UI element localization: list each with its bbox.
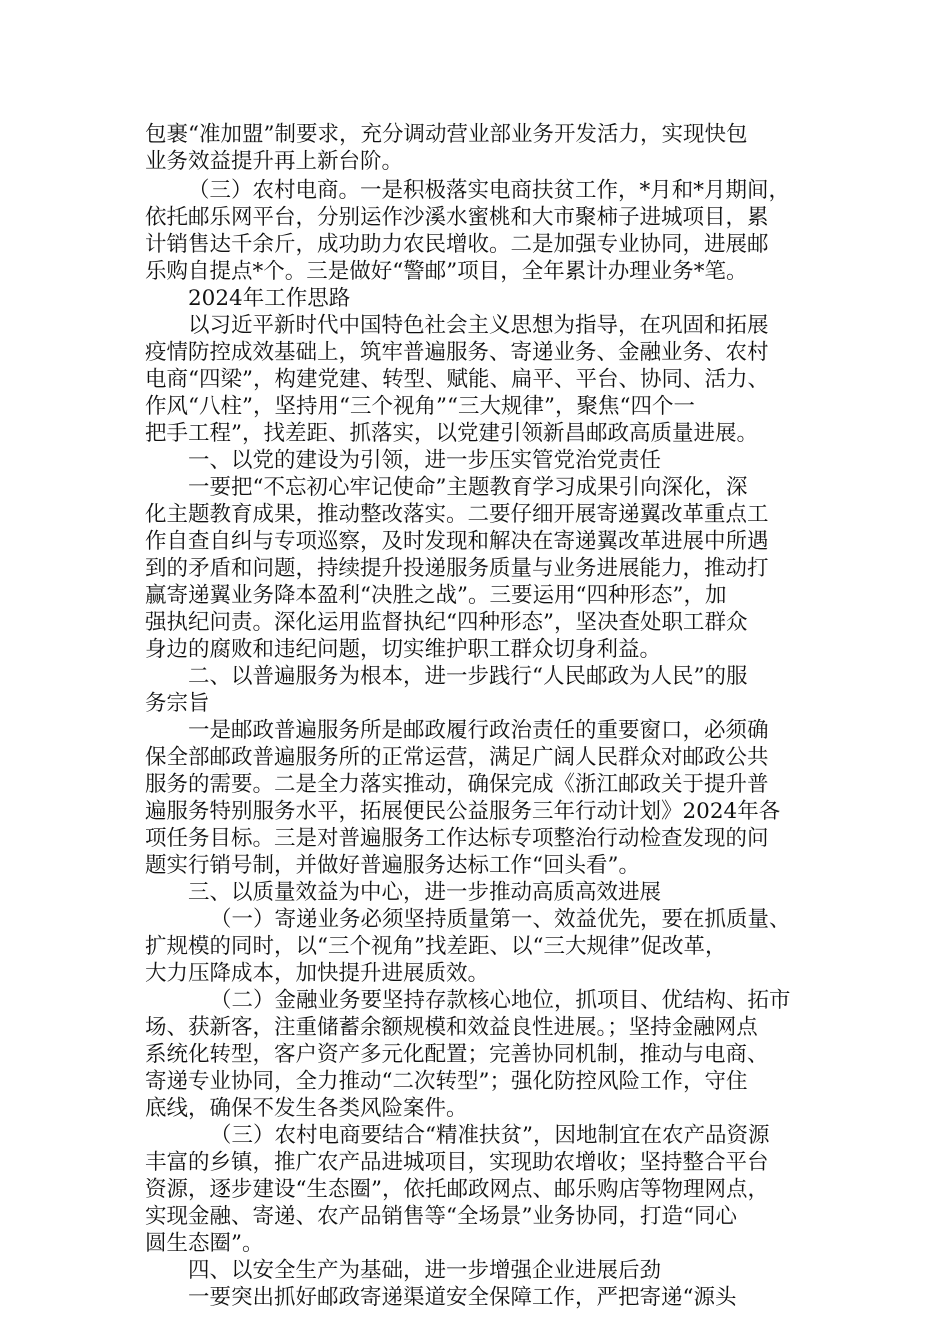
text-line: 底线，确保不发生各类风险案件。	[145, 1096, 468, 1121]
text-line: 疫情防控成效基础上，筑牢普遍服务、寄递业务、金融业务、农村	[145, 340, 769, 365]
text-line: 依托邮乐网平台，分别运作沙溪水蜜桃和大市聚柿子进城项目，累	[145, 205, 769, 230]
text-line: （二）金融业务要坚持存款核心地位，抓项目、优结构、拓市	[210, 988, 791, 1013]
text-line: 赢寄递翼业务降本盈利“决胜之战”。三要运用“四种形态”，加	[145, 583, 727, 608]
text-line: （三）农村电商。一是积极落实电商扶贫工作，*月和*月期间，	[188, 178, 791, 203]
text-line: 丰富的乡镇，推广农产品进城项目，实现助农增收；坚持整合平台	[145, 1150, 769, 1175]
section-heading: 三、以质量效益为中心，进一步推动高质高效进展	[188, 880, 662, 905]
text-line: 化主题教育成果，推动整改落实。二要仔细开展寄递翼改革重点工	[145, 502, 769, 527]
text-line: 服务的需要。二是全力落实推动，确保完成《浙江邮政关于提升普	[145, 772, 769, 797]
text-line: 身边的腐败和违纪问题，切实维护职工群众切身利益。	[145, 637, 662, 662]
section-heading: 二、以普遍服务为根本，进一步践行“人民邮政为人民”的服	[188, 664, 748, 689]
text-line: 扩规模的同时，以“三个视角”找差距、以“三大规律”促改革，	[145, 934, 727, 959]
text-line: 以习近平新时代中国特色社会主义思想为指导，在巩固和拓展	[188, 313, 769, 338]
text-line: 一是邮政普遍服务所是邮政履行政治责任的重要窗口，必须确	[188, 718, 769, 743]
text-line: 电商“四梁”，构建党建、转型、赋能、扁平、平台、协同、活力、	[145, 367, 769, 392]
text-line: 场、获新客，注重储蓄余额规模和效益良性进展。；坚持金融网点	[145, 1015, 758, 1040]
text-line: 圆生态圈”。	[145, 1231, 264, 1256]
text-line: 寄递专业协同，全力推动“二次转型”；强化防控风险工作，守住	[145, 1069, 748, 1094]
text-line: 一要突出抓好邮政寄递渠道安全保障工作，严把寄递“源头	[188, 1285, 737, 1310]
text-line: 实现金融、寄递、农产品销售等“全场景”业务协同，打造“同心	[145, 1204, 737, 1229]
section-heading: 务宗旨	[145, 691, 210, 716]
text-line: 作自查自纠与专项巡察，及时发现和解决在寄递翼改革进展中所遇	[145, 529, 769, 554]
text-line: 一要把“不忘初心牢记使命”主题教育学习成果引向深化，深	[188, 475, 748, 500]
text-line: 乐购自提点*个。三是做好“警邮”项目，全年累计办理业务*笔。	[145, 259, 748, 284]
text-line: 计销售达千余斤，成功助力农民增收。二是加强专业协同，进展邮	[145, 232, 769, 257]
text-line: 强执纪问责。深化运用监督执纪“四种形态”，坚决查处职工群众	[145, 610, 748, 635]
section-heading: 四、以安全生产为基础，进一步增强企业进展后劲	[188, 1258, 662, 1283]
text-line: 到的矛盾和问题，持续提升投递服务质量与业务进展能力，推动打	[145, 556, 769, 581]
text-line: （三）农村电商要结合“精准扶贫”，因地制宜在农产品资源	[210, 1123, 770, 1148]
text-line: 把手工程”，找差距、抓落实，以党建引领新昌邮政高质量进展。	[145, 421, 758, 446]
text-line: 资源，逐步建设“生态圈”，依托邮政网点、邮乐购店等物理网点，	[145, 1177, 769, 1202]
section-heading: 2024年工作思路	[188, 286, 351, 311]
text-line: 大力压降成本，加快提升进展质效。	[145, 961, 490, 986]
text-line: 项任务目标。三是对普遍服务工作达标专项整治行动检查发现的问	[145, 826, 769, 851]
text-line: （一）寄递业务必须坚持质量第一、效益优先，要在抓质量、	[210, 907, 791, 932]
text-line: 保全部邮政普遍服务所的正常运营，满足广阔人民群众对邮政公共	[145, 745, 769, 770]
text-line: 系统化转型，客户资产多元化配置；完善协同机制，推动与电商、	[145, 1042, 769, 1067]
text-line: 包裹“准加盟”制要求，充分调动营业部业务开发活力，实现快包	[145, 122, 748, 147]
text-line: 作风“八柱”，坚持用“三个视角”“三大规律”，聚焦“四个一	[145, 394, 695, 419]
text-line: 题实行销号制，并做好普遍服务达标工作“回头看”。	[145, 853, 640, 878]
text-line: 业务效益提升再上新台阶。	[145, 149, 404, 174]
section-heading: 一、以党的建设为引领，进一步压实管党治党责任	[188, 448, 662, 473]
text-line: 遍服务特别服务水平，拓展便民公益服务三年行动计划》2024年各	[145, 799, 781, 824]
